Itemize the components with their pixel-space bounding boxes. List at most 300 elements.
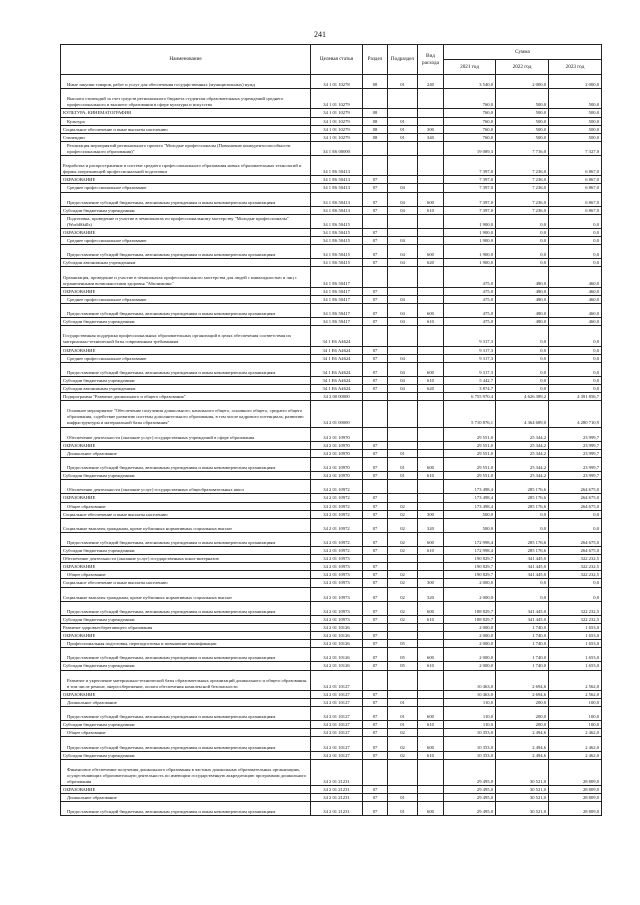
cell-kind: 300 bbox=[418, 510, 444, 518]
cell-section bbox=[363, 267, 388, 287]
table-row bbox=[61, 229, 602, 237]
cell-2023: 500,0 bbox=[549, 125, 602, 133]
cell-2022: 2 694,6 bbox=[496, 670, 549, 690]
cell-subsection bbox=[388, 427, 418, 441]
cell-2021: 29 551,0 bbox=[444, 427, 496, 441]
cell-subsection: 01 bbox=[388, 707, 418, 721]
cell-2021: 475,0 bbox=[444, 287, 496, 295]
cell-kind bbox=[418, 401, 444, 427]
cell-code: 34 1 01 10279 bbox=[311, 125, 363, 133]
cell-2022: 0,0 bbox=[496, 587, 549, 601]
cell-2023: 1 653,0 bbox=[549, 632, 602, 640]
cell-section: 07 bbox=[363, 176, 388, 184]
cell-name: ОБРАЗОВАНИЕ bbox=[61, 229, 311, 237]
cell-2023: 100,0 bbox=[549, 707, 602, 721]
cell-section: 07 bbox=[363, 510, 388, 518]
cell-2021: 29 495,0 bbox=[444, 786, 496, 794]
cell-2021: 3 540,0 bbox=[444, 75, 496, 89]
cell-name: Субсидии бюджетным учреждениям bbox=[61, 721, 311, 729]
table-row bbox=[61, 751, 602, 759]
cell-code: 34 1 Е6 50415 bbox=[311, 229, 363, 237]
cell-subsection: 04 bbox=[388, 259, 418, 267]
cell-subsection: 02 bbox=[388, 579, 418, 587]
cell-2021: 760,0 bbox=[444, 117, 496, 125]
cell-2023: 6 867,0 bbox=[549, 184, 602, 192]
cell-subsection: 04 bbox=[388, 245, 418, 259]
cell-2022: 0,0 bbox=[496, 518, 549, 532]
cell-2022: 1 740,0 bbox=[496, 640, 549, 648]
cell-2022: 25 344,2 bbox=[496, 427, 549, 441]
cell-section: 07 bbox=[363, 698, 388, 706]
cell-subsection: 01 bbox=[388, 75, 418, 89]
cell-2022: 0,0 bbox=[496, 237, 549, 245]
cell-code: 34 2 01 10972 bbox=[311, 502, 363, 510]
table-row bbox=[61, 385, 602, 393]
table-row bbox=[61, 729, 602, 737]
table-row bbox=[61, 109, 602, 117]
table-row bbox=[61, 547, 602, 555]
cell-section bbox=[363, 427, 388, 441]
cell-name: Предоставление субсидий бюджетным, автономным учреждениям и иным некоммерческим организациям bbox=[61, 532, 311, 546]
cell-name: Дошкольное образование bbox=[61, 449, 311, 457]
cell-section bbox=[363, 759, 388, 785]
cell-kind bbox=[418, 393, 444, 401]
header-year-2022: 2022 год bbox=[496, 60, 549, 75]
cell-2023: 23 999,7 bbox=[549, 457, 602, 471]
cell-name: Социальные выплаты гражданам, кроме публичных нормативных социальных выплат bbox=[61, 518, 311, 532]
cell-2023: 0,0 bbox=[549, 245, 602, 259]
cell-subsection bbox=[388, 632, 418, 640]
table-row bbox=[61, 346, 602, 354]
cell-section: 07 bbox=[363, 245, 388, 259]
cell-kind bbox=[418, 632, 444, 640]
cell-name: Среднее профессиональное образование bbox=[61, 295, 311, 303]
table-row bbox=[61, 214, 602, 228]
cell-2023: 6 867,0 bbox=[549, 206, 602, 214]
cell-2021: 190 829,7 bbox=[444, 571, 496, 579]
cell-2023: 322 232,5 bbox=[549, 563, 602, 571]
cell-2022: 0,0 bbox=[496, 376, 549, 384]
cell-2022: 0,0 bbox=[496, 385, 549, 393]
table-row bbox=[61, 295, 602, 303]
cell-section bbox=[363, 326, 388, 346]
cell-section bbox=[363, 480, 388, 494]
cell-subsection: 04 bbox=[388, 318, 418, 326]
cell-2022: 0,0 bbox=[496, 579, 549, 587]
cell-section: 07 bbox=[363, 259, 388, 267]
cell-section: 07 bbox=[363, 192, 388, 206]
cell-kind bbox=[418, 229, 444, 237]
cell-2022: 480,0 bbox=[496, 267, 549, 287]
cell-name: Профессиональная подготовка, переподготовка и повышение квалификации bbox=[61, 640, 311, 648]
cell-kind: 600 bbox=[418, 362, 444, 376]
header-code: Целевая статья bbox=[311, 45, 363, 75]
cell-section: 07 bbox=[363, 376, 388, 384]
cell-subsection bbox=[388, 176, 418, 184]
table-row bbox=[61, 89, 602, 109]
cell-section: 07 bbox=[363, 648, 388, 662]
table-row bbox=[61, 624, 602, 632]
cell-2021: 2 000,0 bbox=[444, 632, 496, 640]
cell-2023: 264 675,0 bbox=[549, 502, 602, 510]
cell-subsection: 02 bbox=[388, 502, 418, 510]
cell-code: 34 2 01 10127 bbox=[311, 690, 363, 698]
cell-2021: 1 900,0 bbox=[444, 245, 496, 259]
cell-subsection bbox=[388, 156, 418, 176]
cell-name: Социальные выплаты гражданам, кроме публичных нормативных социальных выплат bbox=[61, 587, 311, 601]
cell-kind: 620 bbox=[418, 385, 444, 393]
cell-kind bbox=[418, 237, 444, 245]
cell-2021: 29 551,0 bbox=[444, 457, 496, 471]
cell-subsection bbox=[388, 401, 418, 427]
cell-code: 34 1 01 10279 bbox=[311, 89, 363, 109]
cell-2023: 0,0 bbox=[549, 346, 602, 354]
cell-section: 07 bbox=[363, 457, 388, 471]
cell-2022: 2 494,6 bbox=[496, 729, 549, 737]
cell-section bbox=[363, 393, 388, 401]
cell-2021: 110,0 bbox=[444, 707, 496, 721]
table-row bbox=[61, 457, 602, 471]
cell-2021: 7 397,0 bbox=[444, 156, 496, 176]
cell-subsection: 05 bbox=[388, 640, 418, 648]
cell-subsection: 01 bbox=[388, 472, 418, 480]
cell-code: 34 2 01 10973 bbox=[311, 555, 363, 563]
cell-subsection: 04 bbox=[388, 184, 418, 192]
cell-2023: 6 867,0 bbox=[549, 156, 602, 176]
cell-name: ОБРАЗОВАНИЕ bbox=[61, 176, 311, 184]
cell-section: 07 bbox=[363, 571, 388, 579]
cell-kind bbox=[418, 690, 444, 698]
cell-subsection: 04 bbox=[388, 362, 418, 376]
cell-kind bbox=[418, 346, 444, 354]
cell-subsection: 04 bbox=[388, 376, 418, 384]
cell-code: 34 2 01 10970 bbox=[311, 427, 363, 441]
cell-2022: 1 740,0 bbox=[496, 632, 549, 640]
table-row bbox=[61, 662, 602, 670]
cell-2023: 500,0 bbox=[549, 133, 602, 141]
cell-subsection bbox=[388, 326, 418, 346]
cell-subsection bbox=[388, 393, 418, 401]
cell-kind: 600 bbox=[418, 532, 444, 546]
cell-2023: 2 000,0 bbox=[549, 75, 602, 89]
cell-2023: 100,0 bbox=[549, 698, 602, 706]
cell-2023: 1 653,0 bbox=[549, 640, 602, 648]
table-row bbox=[61, 648, 602, 662]
cell-2023: 0,0 bbox=[549, 362, 602, 376]
cell-2023: 28 809,0 bbox=[549, 786, 602, 794]
cell-2023: 23 999,7 bbox=[549, 441, 602, 449]
cell-2023: 6 867,0 bbox=[549, 192, 602, 206]
table-row bbox=[61, 518, 602, 532]
table-row bbox=[61, 141, 602, 155]
cell-name: Социальное обеспечение и иные выплаты населению bbox=[61, 125, 311, 133]
cell-code: 34 2 01 10972 bbox=[311, 480, 363, 494]
cell-name: Выплата стипендий за счет средств регионального бюджета студентам образовательных учреждений среднего профессионального и высшего образования в сфере культуры и искусства bbox=[61, 89, 311, 109]
cell-2022: 4 364 689,0 bbox=[496, 401, 549, 427]
cell-2023: 23 999,7 bbox=[549, 449, 602, 457]
cell-2021: 1 900,0 bbox=[444, 259, 496, 267]
table-body bbox=[61, 75, 602, 816]
cell-code: 34 1 Е6 00000 bbox=[311, 141, 363, 155]
cell-subsection: 01 bbox=[388, 794, 418, 802]
cell-name: Предоставление субсидий бюджетным, автономным учреждениям и иным некоммерческим организациям bbox=[61, 457, 311, 471]
cell-2021: 29 551,0 bbox=[444, 449, 496, 457]
cell-subsection: 02 bbox=[388, 615, 418, 623]
cell-name: Подпрограмма "Развитие дошкольного и общего образования" bbox=[61, 393, 311, 401]
cell-2022: 285 176,6 bbox=[496, 547, 549, 555]
cell-2022: 341 445,0 bbox=[496, 615, 549, 623]
cell-code: 34 2 01 10972 bbox=[311, 547, 363, 555]
cell-section: 08 bbox=[363, 125, 388, 133]
cell-2022: 30 521,0 bbox=[496, 802, 549, 816]
cell-2023: 322 232,5 bbox=[549, 615, 602, 623]
cell-subsection bbox=[388, 670, 418, 690]
cell-subsection: 04 bbox=[388, 354, 418, 362]
table-row bbox=[61, 532, 602, 546]
cell-subsection bbox=[388, 214, 418, 228]
cell-2021: 9 317,3 bbox=[444, 346, 496, 354]
table-row bbox=[61, 133, 602, 141]
cell-subsection: 02 bbox=[388, 518, 418, 532]
cell-subsection: 01 bbox=[388, 698, 418, 706]
cell-2021: 2 000,0 bbox=[444, 587, 496, 601]
cell-section: 07 bbox=[363, 662, 388, 670]
cell-name: Дошкольное образование bbox=[61, 794, 311, 802]
cell-code: 34 1 Е6 50417 bbox=[311, 318, 363, 326]
cell-section: 07 bbox=[363, 385, 388, 393]
cell-2023: 1 653,0 bbox=[549, 648, 602, 662]
table-row bbox=[61, 206, 602, 214]
cell-subsection: 01 bbox=[388, 133, 418, 141]
cell-kind: 610 bbox=[418, 547, 444, 555]
cell-kind bbox=[418, 156, 444, 176]
cell-kind: 300 bbox=[418, 125, 444, 133]
cell-name: Подготовка, проведение и участие в чемпионатах по профессиональному мастерству "Молодые профессионалы" (WorldSkills) bbox=[61, 214, 311, 228]
cell-2021: 9 317,3 bbox=[444, 354, 496, 362]
cell-section bbox=[363, 670, 388, 690]
cell-2023: 0,0 bbox=[549, 259, 602, 267]
cell-name: Основное мероприятие "Обеспечение получения дошкольного, начального общего, основного общего, среднего общего образования, содействие развитию системы дополнительного образования, в том числе кадрового потенциала, развитию инфраструктуры и материальной базы образования" bbox=[61, 401, 311, 427]
cell-2022: 25 344,2 bbox=[496, 441, 549, 449]
cell-subsection bbox=[388, 624, 418, 632]
cell-2021: 2 000,0 bbox=[444, 624, 496, 632]
table-row bbox=[61, 480, 602, 494]
cell-name: Среднее профессиональное образование bbox=[61, 184, 311, 192]
cell-2021: 110,0 bbox=[444, 698, 496, 706]
cell-code: 34 2 01 10973 bbox=[311, 587, 363, 601]
cell-2021: 5 442,7 bbox=[444, 376, 496, 384]
cell-2022: 500,0 bbox=[496, 125, 549, 133]
cell-kind bbox=[418, 326, 444, 346]
cell-code: 34 1 01 10278 bbox=[311, 75, 363, 89]
cell-section: 07 bbox=[363, 721, 388, 729]
cell-2023: 460,0 bbox=[549, 303, 602, 317]
cell-2022: 30 521,0 bbox=[496, 786, 549, 794]
cell-section bbox=[363, 555, 388, 563]
cell-2023: 0,0 bbox=[549, 237, 602, 245]
cell-code: 34 2 01 10973 bbox=[311, 563, 363, 571]
cell-kind bbox=[418, 117, 444, 125]
table-row bbox=[61, 376, 602, 384]
cell-kind: 600 bbox=[418, 737, 444, 751]
cell-2021: 2 000,0 bbox=[444, 579, 496, 587]
cell-kind bbox=[418, 267, 444, 287]
table-row bbox=[61, 571, 602, 579]
cell-name: Субсидии автономным учреждениям bbox=[61, 259, 311, 267]
table-row bbox=[61, 786, 602, 794]
cell-2022: 500,0 bbox=[496, 133, 549, 141]
cell-subsection: 02 bbox=[388, 751, 418, 759]
cell-code: 34 2 01 21231 bbox=[311, 759, 363, 785]
cell-2021: 475,0 bbox=[444, 318, 496, 326]
cell-name: ОБРАЗОВАНИЕ bbox=[61, 494, 311, 502]
cell-2023: 1 653,0 bbox=[549, 624, 602, 632]
cell-2021: 172 998,4 bbox=[444, 532, 496, 546]
cell-2021: 190 829,7 bbox=[444, 555, 496, 563]
header-sum: Сумма bbox=[444, 45, 602, 60]
table-row bbox=[61, 176, 602, 184]
cell-section: 07 bbox=[363, 802, 388, 816]
header-subsection: Подраздел bbox=[388, 45, 418, 75]
cell-2023: 0,0 bbox=[549, 518, 602, 532]
cell-subsection: 05 bbox=[388, 648, 418, 662]
cell-2021: 190 829,7 bbox=[444, 563, 496, 571]
cell-2023: 23 999,7 bbox=[549, 427, 602, 441]
cell-subsection: 02 bbox=[388, 510, 418, 518]
cell-2023: 460,0 bbox=[549, 295, 602, 303]
cell-section: 07 bbox=[363, 690, 388, 698]
cell-code: 34 2 01 10973 bbox=[311, 579, 363, 587]
cell-2021: 760,0 bbox=[444, 133, 496, 141]
cell-2023: 28 809,0 bbox=[549, 794, 602, 802]
cell-2021: 7 397,0 bbox=[444, 184, 496, 192]
cell-2023: 460,0 bbox=[549, 287, 602, 295]
cell-2022: 0,0 bbox=[496, 346, 549, 354]
cell-2021: 2 000,0 bbox=[444, 648, 496, 662]
cell-2021: 5 710 876,1 bbox=[444, 401, 496, 427]
cell-section: 07 bbox=[363, 441, 388, 449]
cell-2022: 2 000,0 bbox=[496, 75, 549, 89]
cell-name: Субсидии бюджетным учреждениям bbox=[61, 206, 311, 214]
cell-kind: 320 bbox=[418, 518, 444, 532]
table-row bbox=[61, 670, 602, 690]
cell-code: 34 1 Е6 50413 bbox=[311, 192, 363, 206]
cell-section: 07 bbox=[363, 502, 388, 510]
cell-2021: 500,0 bbox=[444, 518, 496, 532]
cell-section: 07 bbox=[363, 601, 388, 615]
cell-2022: 200,0 bbox=[496, 707, 549, 721]
cell-section: 08 bbox=[363, 117, 388, 125]
cell-section: 07 bbox=[363, 206, 388, 214]
table-row bbox=[61, 587, 602, 601]
table-row bbox=[61, 721, 602, 729]
cell-kind: 610 bbox=[418, 206, 444, 214]
cell-2023: 322 232,5 bbox=[549, 601, 602, 615]
cell-2023: 500,0 bbox=[549, 89, 602, 109]
table-row bbox=[61, 563, 602, 571]
table-row bbox=[61, 640, 602, 648]
cell-subsection bbox=[388, 267, 418, 287]
cell-2023: 2 462,0 bbox=[549, 737, 602, 751]
cell-2022: 285 176,6 bbox=[496, 494, 549, 502]
cell-2021: 173 498,4 bbox=[444, 494, 496, 502]
cell-2023: 23 999,7 bbox=[549, 472, 602, 480]
cell-subsection: 04 bbox=[388, 206, 418, 214]
cell-code: 34 1 Е6 50417 bbox=[311, 287, 363, 295]
cell-kind bbox=[418, 176, 444, 184]
cell-2022: 25 344,2 bbox=[496, 457, 549, 471]
cell-2022: 25 344,2 bbox=[496, 472, 549, 480]
cell-2022: 0,0 bbox=[496, 354, 549, 362]
header-year-2021: 2021 год bbox=[444, 60, 496, 75]
cell-code: 34 1 01 10279 bbox=[311, 109, 363, 117]
cell-2023: 322 232,5 bbox=[549, 555, 602, 563]
cell-name: Предоставление субсидий бюджетным, автономным учреждениям и иным некоммерческим организациям bbox=[61, 737, 311, 751]
cell-name: Предоставление субсидий бюджетным, автономным учреждениям и иным некоммерческим организациям bbox=[61, 707, 311, 721]
cell-code: 34 2 01 10970 bbox=[311, 457, 363, 471]
cell-subsection: 04 bbox=[388, 295, 418, 303]
cell-2021: 760,0 bbox=[444, 125, 496, 133]
cell-subsection: 05 bbox=[388, 662, 418, 670]
cell-2021: 475,0 bbox=[444, 303, 496, 317]
cell-name: Предоставление субсидий бюджетным, автономным учреждениям и иным некоммерческим организациям bbox=[61, 303, 311, 317]
cell-section: 07 bbox=[363, 794, 388, 802]
cell-code: 34 2 01 10972 bbox=[311, 510, 363, 518]
cell-2022: 0,0 bbox=[496, 259, 549, 267]
cell-name: Предоставление субсидий бюджетным, автономным учреждениям и иным некоммерческим организациям bbox=[61, 192, 311, 206]
cell-2021: 1 900,0 bbox=[444, 229, 496, 237]
cell-section: 07 bbox=[363, 295, 388, 303]
cell-subsection bbox=[388, 690, 418, 698]
cell-2022: 285 176,6 bbox=[496, 502, 549, 510]
cell-code: 34 2 01 00000 bbox=[311, 401, 363, 427]
cell-2021: 2 000,0 bbox=[444, 662, 496, 670]
cell-section: 07 bbox=[363, 737, 388, 751]
cell-kind bbox=[418, 502, 444, 510]
cell-section: 08 bbox=[363, 75, 388, 89]
cell-kind: 600 bbox=[418, 303, 444, 317]
cell-2022: 480,0 bbox=[496, 303, 549, 317]
cell-subsection: 01 bbox=[388, 117, 418, 125]
cell-subsection: 01 bbox=[388, 802, 418, 816]
cell-name: Финансовое обеспечение получения дошкольного образования в частных дошкольных образовательных организациях, осуществляющих образовательную деятельность по имеющим государственную аккредитацию программам дошкольного образования bbox=[61, 759, 311, 785]
cell-section: 07 bbox=[363, 287, 388, 295]
cell-code: 34 1 Е6 50415 bbox=[311, 259, 363, 267]
cell-section: 07 bbox=[363, 729, 388, 737]
cell-2023: 4 391 856,7 bbox=[549, 393, 602, 401]
table-row bbox=[61, 707, 602, 721]
cell-kind: 610 bbox=[418, 751, 444, 759]
table-row bbox=[61, 237, 602, 245]
cell-kind: 610 bbox=[418, 721, 444, 729]
cell-section bbox=[363, 401, 388, 427]
cell-2022: 2 494,6 bbox=[496, 751, 549, 759]
cell-section: 07 bbox=[363, 362, 388, 376]
cell-code: 34 1 Е6 А4624 bbox=[311, 354, 363, 362]
cell-name: Общее образование bbox=[61, 571, 311, 579]
cell-subsection bbox=[388, 141, 418, 155]
cell-2021: 10 353,0 bbox=[444, 729, 496, 737]
cell-2022: 0,0 bbox=[496, 229, 549, 237]
cell-subsection bbox=[388, 494, 418, 502]
table-row bbox=[61, 759, 602, 785]
cell-2022: 285 176,6 bbox=[496, 480, 549, 494]
cell-subsection bbox=[388, 759, 418, 785]
cell-name: Развитие и укрепление материально-технической базы образовательных организаций дошкольного и общего образования, в том числе ремонт, энергосбережение, оплата обеспечения комплексной безопасности bbox=[61, 670, 311, 690]
header-section: Раздел bbox=[363, 45, 388, 75]
cell-section: 07 bbox=[363, 587, 388, 601]
table-row bbox=[61, 117, 602, 125]
